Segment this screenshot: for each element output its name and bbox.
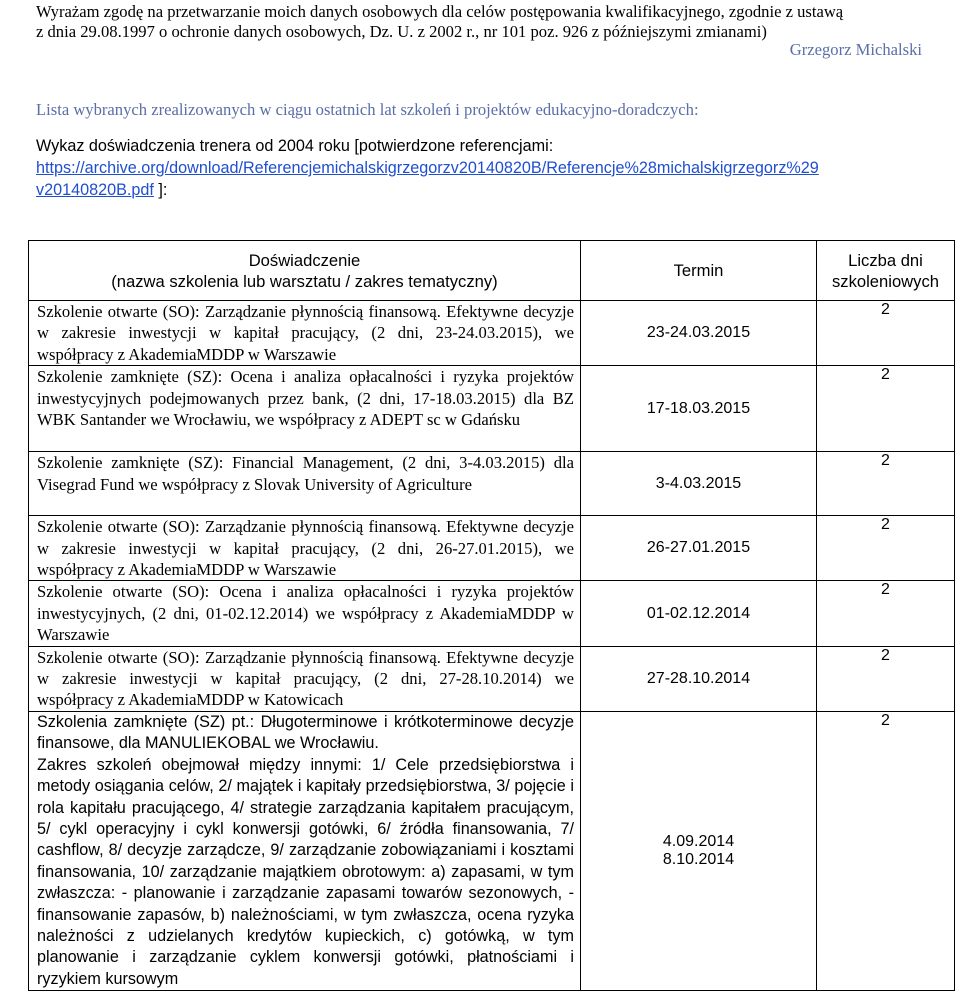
row-description-scope: Zakres szkoleń obejmował między innymi: 1/ Cele przedsiębiorstwa i metody osiągania celów, 2/ majątek i kapitały przedsiębiorstwa, 3/ pojęcie i rola kapitału pracującego, 4/ strategie zarządzania kapitałem pracującym, 5/ cykl operacyjny i cykl konwersji gotówki, 6/ źródła finansowania, 7/ cashflow, 8/ decyzje zarządcze, 9/ zarządzanie zobowiązaniami i kosztami finansowania, 10/ zarządzanie majątkiem obrotowym: a) zapasami, w tym zwłaszcza: - planowanie i zarządzanie zapasami towarów sezonowych, - finansowanie zapasów, b) należnościami, w tym zwłaszcza, ocena ryzyka należności z udzielanych kredytów kupieckich, c) gotówką, w tym planowanie i zarządzanie cyklem konwersji gotówki, płatnościami i ryzykiem kursowym: [37, 755, 574, 988]
row-term: 26-27.01.2015: [581, 516, 817, 581]
row-term-date-1: 4.09.2014: [662, 833, 735, 851]
experience-summary-line: Wykaz doświadczenia trenera od 2004 roku [potwierdzone referencjami:: [36, 137, 554, 155]
header-experience-title: Doświadczenie: [248, 250, 361, 270]
row-description: Szkolenie otwarte (SO): Ocena i analiza opłacalności i ryzyka projektów inwestycyjnych, (2 dni, 01-02.12.2014) we współpracy z AkademiaMDDP w Warszawie: [29, 581, 581, 646]
references-link-pdf[interactable]: pdf: [131, 181, 154, 199]
row-term: 17-18.03.2015: [581, 366, 817, 452]
signature-name: Grzegorz Michalski: [789, 40, 922, 59]
row-description: Szkolenie otwarte (SO): Zarządzanie płynnością finansową. Efektywne decyzje w zakresie inwestycji w kapitał pracujący, (2 dni, 26-27.01.2015), we współpracy z AkademiaMDDP w Warszawie: [29, 516, 581, 581]
row-description: Szkolenie otwarte (SO): Zarządzanie płynnością finansową. Efektywne decyzje w zakresie inwestycji w kapitał pracujący, (2 dni, 27-28.10.2014) we współpracy z AkademiaMDDP w Katowicach: [29, 646, 581, 711]
row-description: [29, 711, 581, 990]
row-days: 2: [817, 581, 955, 646]
references-link-continued[interactable]: v20140820B.: [36, 181, 132, 199]
row-days: 2: [817, 301, 955, 366]
row-days: 2: [817, 366, 955, 452]
row-description: Szkolenie zamknięte (SZ): Ocena i analiza opłacalności i ryzyka projektów inwestycyjnych podejmowanych przez bank, (2 dni, 17-18.03.2015) dla BZ WBK Santander we Wrocławiu, we współpracy z ADEPT sc w Gdańsku: [29, 366, 581, 452]
row-term: 01-02.12.2014: [581, 581, 817, 646]
row-term: 3-4.03.2015: [581, 452, 817, 516]
header-term: Termin: [581, 241, 817, 301]
header-days: [817, 241, 955, 301]
table-row: [29, 711, 955, 990]
row-description: Szkolenie otwarte (SO): Zarządzanie płynnością finansową. Efektywne decyzje w zakresie inwestycji w kapitał pracujący, (2 dni, 23-24.03.2015), we współpracy z AkademiaMDDP w Warszawie: [29, 301, 581, 366]
table-header-row: [29, 241, 955, 301]
row-days: 2: [817, 646, 955, 711]
row-description-title: Szkolenia zamknięte (SZ) pt.: Długoterminowe i krótkoterminowe decyzje finansowe, dla MANULIEKOBAL we Wrocławiu.: [37, 712, 574, 753]
consent-line-1: Wyrażam zgodę na przetwarzanie moich danych osobowych dla celów postępowania kwalifikacyjnego, zgodnie z ustawą: [36, 2, 844, 21]
row-days: 2: [817, 452, 955, 516]
table-row: [29, 301, 955, 366]
experience-table: [28, 240, 955, 991]
table-row: [29, 646, 955, 711]
table-row: [29, 516, 955, 581]
row-term-date-2: 8.10.2014: [662, 851, 735, 869]
consent-line-2: z dnia 29.08.1997 o ochronie danych osobowych, Dz. U. z 2002 r., nr 101 poz. 926 z późniejszymi zmianami): [36, 22, 767, 41]
row-description: Szkolenie zamknięte (SZ): Financial Management, (2 dni, 3-4.03.2015) dla Visegrad Fund we współpracy z Slovak University of Agriculture: [29, 452, 581, 516]
list-title: Lista wybranych zrealizowanych w ciągu ostatnich lat szkoleń i projektów edukacyjno-doradczych:: [36, 100, 699, 119]
row-term: [581, 711, 817, 990]
header-experience-subtitle: (nazwa szkolenia lub warsztatu / zakres tematyczny): [111, 271, 498, 291]
experience-summary-tail: ]:: [153, 181, 168, 199]
row-term: 27-28.10.2014: [581, 646, 817, 711]
table-row: [29, 581, 955, 646]
header-days-line-1: Liczba dni: [848, 250, 923, 270]
references-link[interactable]: https://archive.org/download/Referencjemichalskigrzegorzv20140820B/Referencje%28michalskigrzegorz%29: [36, 159, 819, 177]
experience-summary: [36, 135, 936, 201]
table-row: [29, 366, 955, 452]
row-term: 23-24.03.2015: [581, 301, 817, 366]
row-days: 2: [817, 516, 955, 581]
table-row: [29, 452, 955, 516]
consent-clause: [36, 2, 936, 42]
header-days-line-2: szkoleniowych: [832, 271, 939, 291]
row-days: 2: [817, 711, 955, 990]
header-experience: [29, 241, 581, 301]
